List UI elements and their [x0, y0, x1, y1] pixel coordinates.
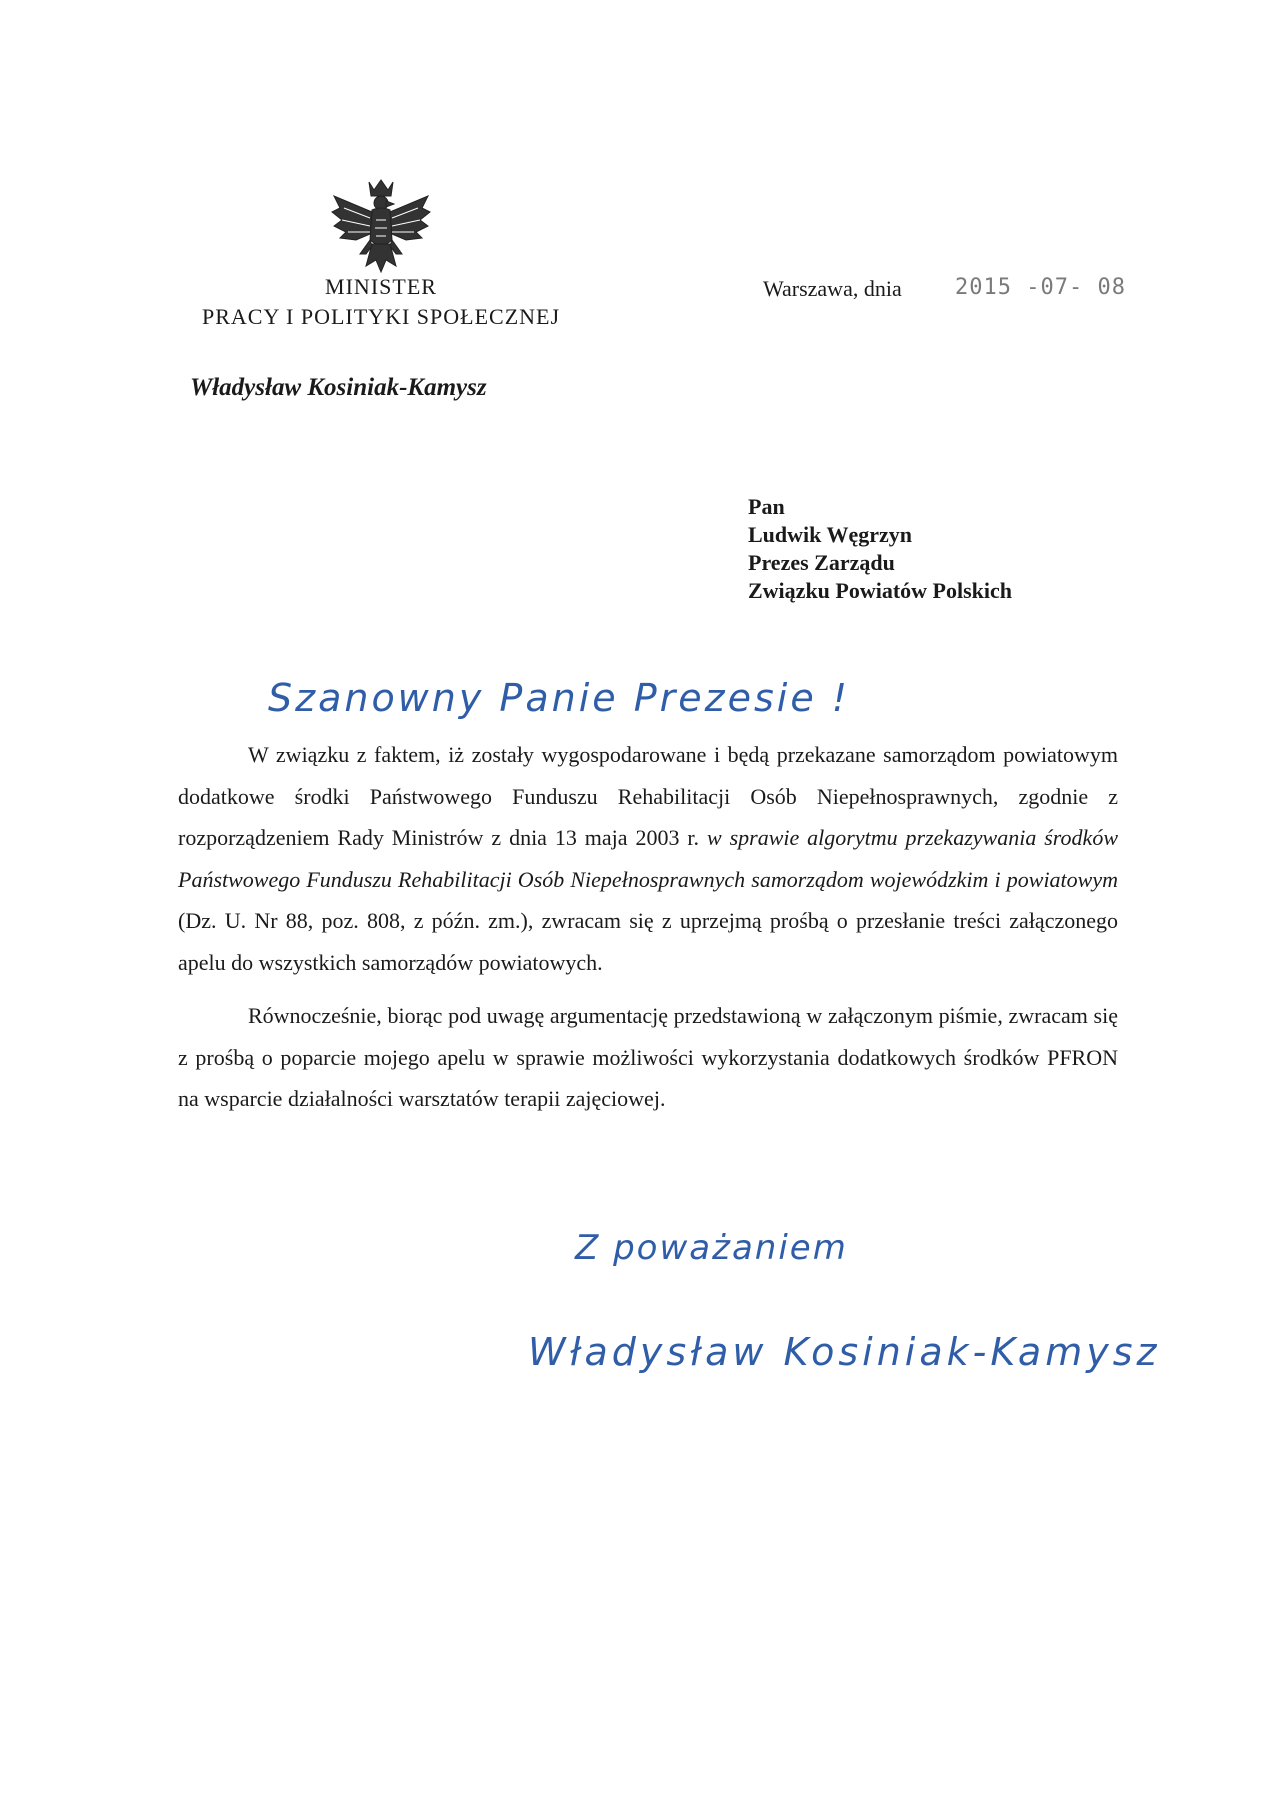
addressee-line3: Prezes Zarządu: [748, 550, 895, 575]
body-paragraph-1-part1: W związku z faktem, iż zostały wygospodarowane i będą przekazane samorządom powiatowym dodatkowe środki Państwowego Funduszu Rehabilitacji Osób Niepełnosprawnych, zgodnie z rozporządzeniem Rady Ministrów z dnia 13 maja 2003 r.: [178, 742, 1118, 850]
minister-title-line1: MINISTER: [325, 274, 437, 299]
body-paragraph-1: [178, 734, 1118, 983]
date-stamp: 2015 -07- 08: [955, 275, 1126, 300]
minister-title-line2: PRACY I POLITYKI SPOŁECZNEJ: [201, 304, 561, 329]
handwritten-closing: Z poważaniem: [575, 1228, 848, 1268]
letter-body: [178, 734, 1118, 1132]
addressee-line1: Pan: [748, 494, 785, 519]
addressee-line2: Ludwik Węgrzyn: [748, 522, 913, 547]
place-date-label: Warszawa, dnia: [763, 276, 902, 301]
polish-eagle-emblem-icon: [326, 174, 436, 284]
body-paragraph-1-part2: (Dz. U. Nr 88, poz. 808, z późn. zm.), zwracam się z uprzejmą prośbą o przesłanie treści załączonego apelu do wszystkich samorządów powiatowych.: [178, 908, 1118, 975]
minister-title: [150, 272, 612, 332]
body-paragraph-1-italic: w sprawie algorytmu przekazywania środków Państwowego Funduszu Rehabilitacji Osób Niepełnosprawnych samorządom wojewódzkim i powiatowym: [178, 825, 1118, 892]
handwritten-signature: Władysław Kosiniak-Kamysz: [528, 1330, 1161, 1374]
minister-name: Władysław Kosiniak-Kamysz: [190, 374, 487, 401]
addressee-line4: Związku Powiatów Polskich: [748, 578, 1013, 603]
handwritten-salutation: Szanowny Panie Prezesie !: [268, 676, 851, 720]
addressee-block: [748, 493, 1012, 605]
body-paragraph-2: Równocześnie, biorąc pod uwagę argumentację przedstawioną w załączonym piśmie, zwracam się z prośbą o poparcie mojego apelu w sprawie możliwości wykorzystania dodatkowych środków PFRON na wsparcie działalności warsztatów terapii zajęciowej.: [178, 1003, 1118, 1111]
